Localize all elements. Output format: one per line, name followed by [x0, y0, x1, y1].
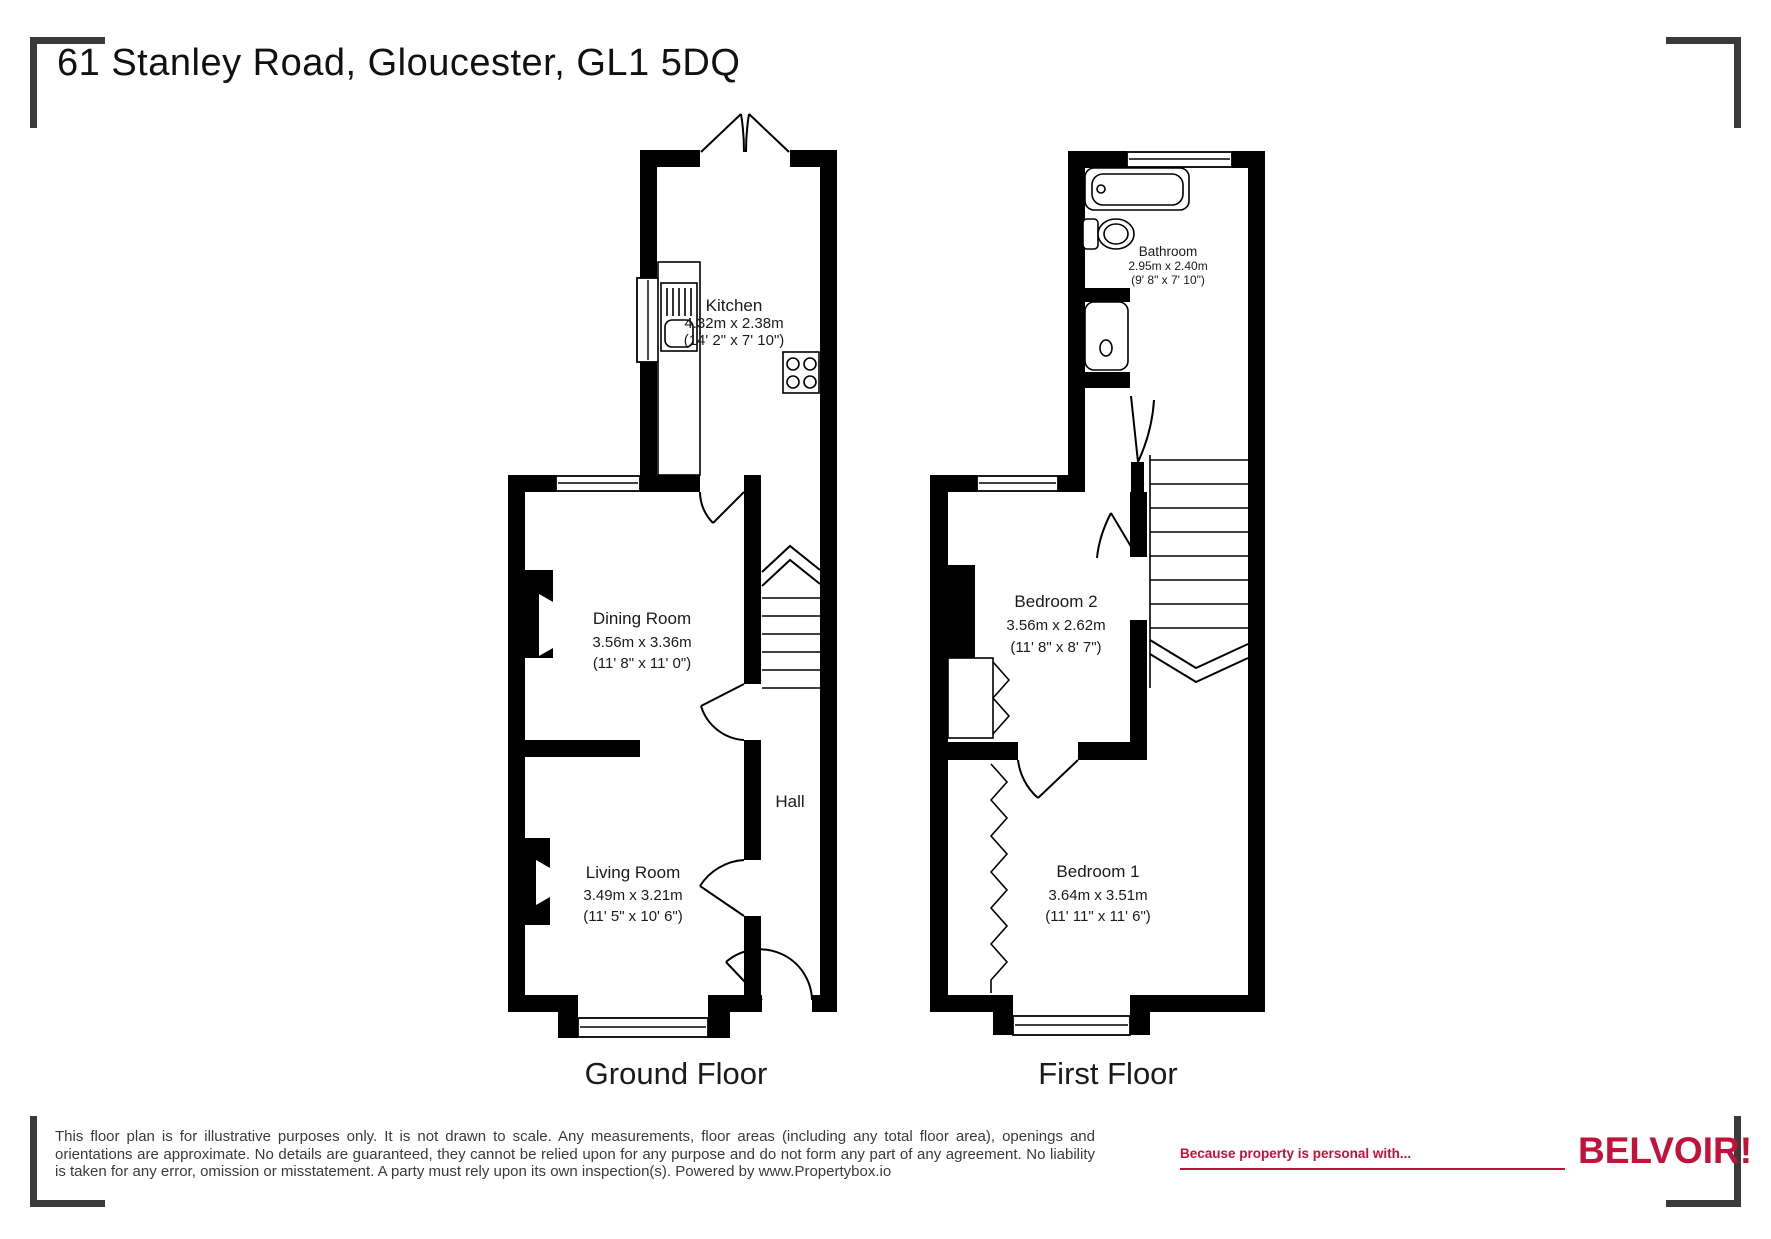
bathtub-symbol: [1085, 168, 1189, 210]
room-dim-bedroom1-imperial: (11' 11" x 11' 6"): [1045, 908, 1151, 925]
room-label-bedroom1: Bedroom 1: [1056, 862, 1140, 881]
room-label-hall: Hall: [775, 792, 805, 811]
chimney-breast: [525, 570, 553, 658]
chimney-breast: [948, 565, 975, 660]
room-label-bathroom: Bathroom: [1138, 244, 1198, 259]
room-dim-bedroom2-imperial: (11' 8" x 8' 7"): [1010, 639, 1102, 656]
chimney-breast: [525, 838, 550, 925]
door-hall-living: [700, 860, 744, 916]
room-dim-living-imperial: (11' 5" x 10' 6"): [583, 908, 683, 925]
brand-underline: [1180, 1168, 1565, 1170]
room-dim-bathroom-imperial: (9' 8" x 7' 10"): [1131, 273, 1205, 287]
bedroom1-window: [1013, 1016, 1130, 1035]
kitchen-window: [637, 278, 659, 362]
ground-floor-plan: [508, 114, 837, 1038]
room-label-kitchen: Kitchen: [705, 296, 763, 315]
front-door: [726, 949, 812, 1000]
bay-window: [578, 1018, 708, 1037]
kitchen-patio-door: [701, 114, 789, 152]
door-bathroom: [1131, 396, 1154, 462]
room-dim-kitchen-imperial: (14' 2" x 7' 10"): [683, 332, 785, 349]
room-dim-bathroom-metric: 2.95m x 2.40m: [1128, 259, 1208, 273]
dining-room-window: [556, 476, 640, 491]
first-floor-label: First Floor: [1038, 1056, 1178, 1091]
door-bedroom1: [1018, 760, 1078, 798]
ground-floor-label: Ground Floor: [584, 1056, 768, 1091]
stairs-symbol: [762, 546, 820, 688]
room-label-dining: Dining Room: [592, 609, 692, 628]
first-floor-plan: [930, 151, 1265, 1035]
room-dim-bedroom1-metric: 3.64m x 3.51m: [1048, 887, 1148, 904]
door-hall-dining: [701, 684, 744, 740]
room-label-living: Living Room: [585, 863, 681, 882]
brand-logo: BELVOIR!: [1578, 1130, 1753, 1171]
door-kitchen-dining: [700, 492, 744, 523]
room-dim-dining-imperial: (11' 8" x 11' 0"): [592, 655, 692, 672]
wardrobe-symbol: [991, 764, 1007, 993]
stairs-symbol: [1150, 455, 1248, 688]
room-dim-kitchen-metric: 4.32m x 2.38m: [684, 315, 784, 332]
hob-symbol: [783, 352, 819, 393]
room-dim-bedroom2-metric: 3.56m x 2.62m: [1006, 617, 1106, 634]
room-label-bedroom2: Bedroom 2: [1014, 592, 1098, 611]
disclaimer-text: This floor plan is for illustrative purposes only. It is not drawn to scale. Any measurements, floor areas (including any total floor area), openings and orientations are approximate. No details are guaranteed, they cannot be relied upon for any purpose and do not form any part of any agreement. No liability is taken for any error, omission or misstatement. A party must rely upon its own inspection(s). Powered by www.Propertybox.io: [55, 1128, 1095, 1180]
shower-symbol: [1085, 302, 1128, 370]
brand-tagline: Because property is personal with...: [1180, 1146, 1412, 1161]
toilet-symbol: [1083, 219, 1134, 249]
wardrobe-symbol: [948, 658, 1009, 738]
bathroom-window: [1127, 152, 1232, 167]
room-dim-dining-metric: 3.56m x 3.36m: [592, 634, 692, 651]
room-dim-living-metric: 3.49m x 3.21m: [583, 887, 683, 904]
page-title: 61 Stanley Road, Gloucester, GL1 5DQ: [57, 42, 741, 84]
bedroom2-window: [977, 476, 1058, 491]
